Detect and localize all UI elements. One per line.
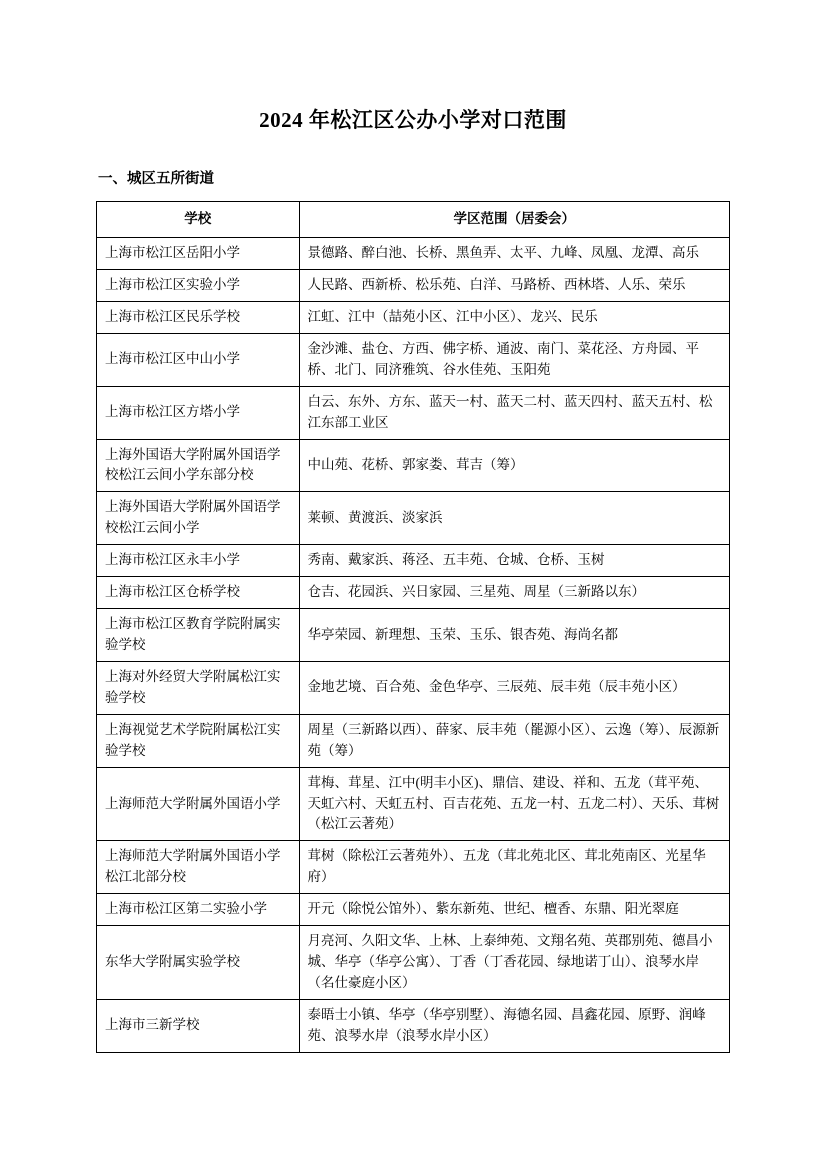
table-header-row (97, 202, 730, 238)
cell-range (299, 492, 729, 545)
school-name: 上海市松江区永丰小学 (105, 552, 240, 568)
range-text: 景德路、醉白池、长桥、黑鱼弄、太平、九峰、凤凰、龙潭、高乐 (307, 245, 700, 261)
table-row (97, 269, 730, 301)
table-row (97, 609, 730, 662)
cell-school (97, 333, 300, 386)
cell-school (97, 386, 300, 439)
range-text: 金沙滩、盐仓、方西、佛字桥、通波、南门、菜花泾、方舟园、平桥、北门、同济雅筑、谷水佳苑、玉阳苑 (307, 340, 700, 377)
range-text: 开元（除悦公馆外）、紫东新苑、世纪、檀香、东鼎、阳光翠庭 (307, 901, 679, 917)
column-header-range: 学区范围（居委会） (299, 202, 729, 238)
cell-school (97, 301, 300, 333)
school-name: 上海市松江区中山小学 (105, 351, 240, 367)
table-row (97, 577, 730, 609)
cell-range (299, 545, 729, 577)
table-row (97, 999, 730, 1052)
cell-range (299, 439, 729, 492)
table-row (97, 333, 730, 386)
cell-range (299, 894, 729, 926)
cell-school (97, 999, 300, 1052)
cell-school (97, 841, 300, 894)
range-text: 人民路、西新桥、松乐苑、白洋、马路桥、西林塔、人乐、荣乐 (307, 276, 686, 292)
range-text: 仓吉、花园浜、兴日家园、三星苑、周星（三新路以东） (307, 584, 646, 600)
school-name: 上海市松江区实验小学 (105, 276, 240, 292)
range-text: 中山苑、花桥、郭家娄、茸吉（筹） (307, 456, 524, 472)
school-name: 上海市松江区岳阳小学 (105, 245, 240, 261)
school-name: 上海市松江区仓桥学校 (105, 584, 240, 600)
cell-range (299, 333, 729, 386)
cell-school (97, 894, 300, 926)
school-name: 上海师范大学附属外国语小学 (105, 795, 281, 811)
table-row (97, 439, 730, 492)
range-text: 江虹、江中（喆苑小区、江中小区）、龙兴、民乐 (307, 308, 598, 324)
school-name: 上海市松江区民乐学校 (105, 308, 240, 324)
cell-school (97, 492, 300, 545)
cell-range (299, 926, 729, 1000)
table-row (97, 841, 730, 894)
table-row (97, 492, 730, 545)
range-text: 周星（三新路以西）、薛家、辰丰苑（罷源小区）、云逸（筹）、辰源新苑（筹） (307, 721, 720, 758)
range-text: 华亭荣园、新理想、玉荣、玉乐、银杏苑、海尚名都 (307, 626, 619, 642)
cell-school (97, 609, 300, 662)
school-zone-table (96, 201, 730, 1053)
cell-range (299, 714, 729, 767)
range-text: 月亮河、久阳文华、上林、上泰绅苑、文翔名苑、英郡别苑、德昌小城、华亭（华亭公寓）、丁香（丁香花园、绿地诺丁山）、浪琴水岸（名仕豪庭小区） (307, 933, 713, 990)
school-name: 上海市松江区教育学院附属实验学校 (105, 616, 281, 652)
table-row (97, 714, 730, 767)
cell-school (97, 926, 300, 1000)
cell-range (299, 238, 729, 270)
cell-range (299, 999, 729, 1052)
range-text: 茸树（除松江云著苑外）、五龙（茸北苑北区、茸北苑南区、光星华府） (307, 848, 706, 885)
table-row (97, 661, 730, 714)
school-name: 上海视觉艺术学院附属松江实验学校 (105, 721, 281, 758)
school-name: 上海市松江区方塔小学 (105, 404, 240, 420)
cell-range (299, 577, 729, 609)
table-row (97, 767, 730, 841)
cell-range (299, 661, 729, 714)
cell-school (97, 269, 300, 301)
range-text: 莱顿、黄渡浜、淡家浜 (307, 509, 443, 525)
table-row (97, 386, 730, 439)
cell-school (97, 439, 300, 492)
school-name: 上海师范大学附属外国语小学松江北部分校 (105, 848, 281, 885)
table-row (97, 926, 730, 1000)
range-text: 金地艺境、百合苑、金色华亭、三辰苑、辰丰苑（辰丰苑小区） (307, 679, 686, 695)
school-name: 上海市三新学校 (105, 1017, 200, 1033)
range-text: 白云、东外、方东、蓝天一村、蓝天二村、蓝天四村、蓝天五村、松江东部工业区 (307, 393, 713, 430)
range-text: 茸梅、茸星、江中(明丰小区)、鼎信、建设、祥和、五龙（茸平苑、天虹六村、天虹五村、百吉花苑、五龙一村、五龙二村）、天乐、茸树（松江云著苑） (307, 774, 720, 832)
school-name: 上海外国语大学附属外国语学校松江云间小学 (105, 499, 281, 536)
range-text: 秀南、戴家浜、蒋泾、五丰苑、仓城、仓桥、玉树 (307, 552, 605, 568)
cell-range (299, 841, 729, 894)
school-name: 东华大学附属实验学校 (105, 954, 240, 970)
cell-range (299, 301, 729, 333)
cell-school (97, 714, 300, 767)
cell-school (97, 661, 300, 714)
cell-school (97, 238, 300, 270)
section-heading: 一、城区五所街道 (98, 171, 214, 188)
page-title: 2024 年松江区公办小学对口范围 (259, 108, 567, 132)
cell-range (299, 767, 729, 841)
table-row (97, 238, 730, 270)
range-text: 泰晤士小镇、华亭（华亭别墅）、海德名园、昌鑫花园、原野、润峰苑、浪琴水岸（浪琴水岸小区） (307, 1006, 706, 1043)
table-row (97, 545, 730, 577)
school-name: 上海外国语大学附属外国语学校松江云间小学东部分校 (105, 446, 281, 483)
cell-school (97, 545, 300, 577)
cell-range (299, 269, 729, 301)
school-name: 上海市松江区第二实验小学 (105, 901, 267, 917)
school-name: 上海对外经贸大学附属松江实验学校 (105, 668, 281, 705)
cell-range (299, 609, 729, 662)
table-row (97, 894, 730, 926)
cell-school (97, 767, 300, 841)
table-row (97, 301, 730, 333)
cell-range (299, 386, 729, 439)
column-header-school: 学校 (97, 202, 300, 238)
cell-school (97, 577, 300, 609)
